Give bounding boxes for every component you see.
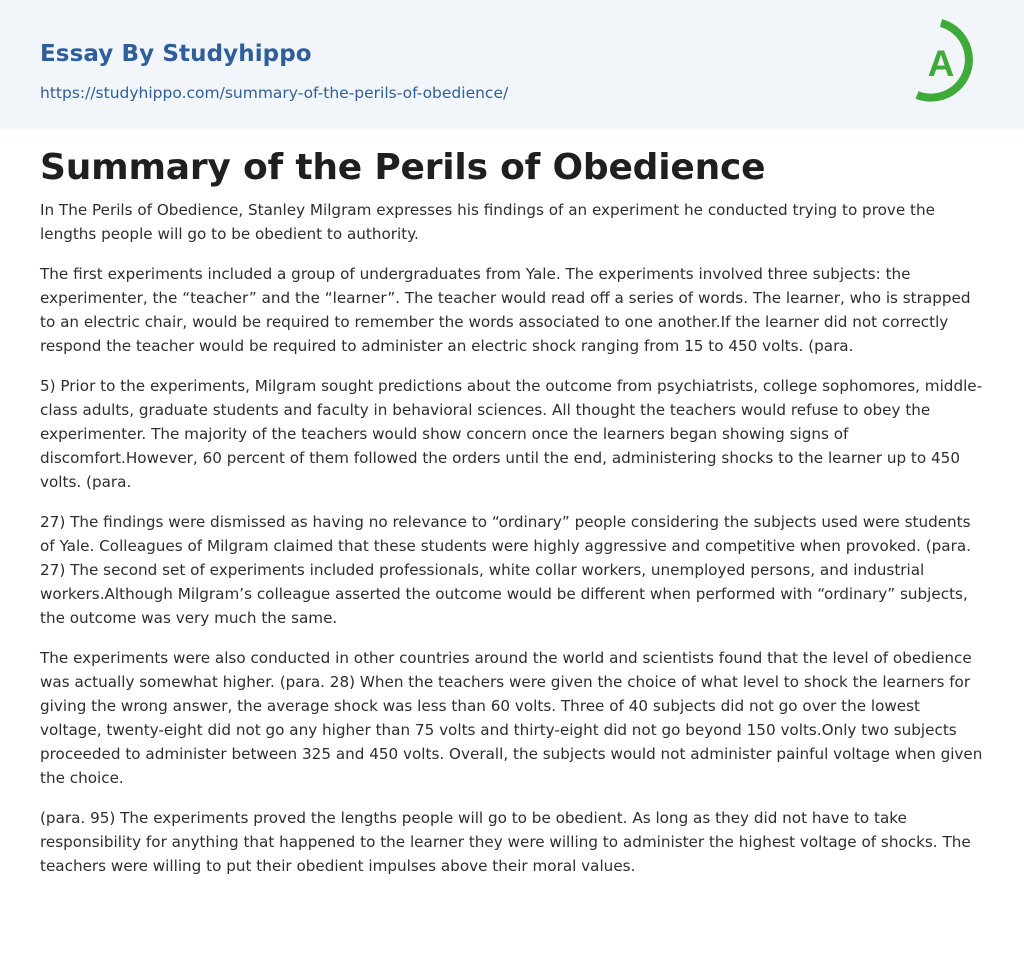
page-title: Summary of the Perils of Obedience — [40, 147, 766, 188]
article-body — [0, 129, 1024, 878]
paragraph: In The Perils of Obedience, Stanley Milgram expresses his findings of an experiment he conducted trying to prove the lengths people will go to be obedient to authority. — [40, 201, 935, 243]
page-url-link[interactable]: https://studyhippo.com/summary-of-the-perils-of-obedience/ — [40, 84, 509, 102]
logo-letter: A — [927, 43, 955, 84]
paragraph: 5) Prior to the experiments, Milgram sought predictions about the outcome from psychiatrists, college sophomores, middle-class adults, graduate students and faculty in behavioral sciences. All thought the teachers would refuse to obey the experimenter. The majority of the teachers would show concern once the learners began showing signs of discomfort.However, 60 percent of them followed the orders until the end, administering shocks to the learner up to 450 volts. (para. — [40, 377, 983, 491]
studyhippo-logo-icon[interactable] — [911, 19, 987, 105]
paragraph: The first experiments included a group of undergraduates from Yale. The experiments involved three subjects: the experimenter, the “teacher” and the “learner”. The teacher would read off a series of words. The learner, who is strapped to an electric chair, would be required to remember the words associated to one another.If the learner did not correctly respond the teacher would be required to administer an electric shock ranging from 15 to 450 volts. (para. — [40, 265, 971, 355]
paragraph: The experiments were also conducted in other countries around the world and scientists found that the level of obedience was actually somewhat higher. (para. 28) When the teachers were given the choice of what level to shock the learners for giving the wrong answer, the average shock was less than 60 volts. Three of 40 subjects did not go over the lowest voltage, twenty-eight did not go any higher than 75 volts and thirty-eight did not go beyond 150 volts.Only two subjects proceeded to administer between 325 and 450 volts. Overall, the subjects would not administer painful voltage when given the choice. — [40, 649, 983, 787]
paragraph: (para. 95) The experiments proved the lengths people will go to be obedient. As long as they did not have to take responsibility for anything that happened to the learner they were willing to administer the highest voltage of shocks. The teachers were willing to put their obedient impulses above their moral values. — [40, 809, 971, 875]
brand-title[interactable]: Essay By Studyhippo — [40, 41, 312, 67]
site-header — [0, 0, 1024, 129]
paragraph: 27) The findings were dismissed as having no relevance to “ordinary” people considering the subjects used were students of Yale. Colleagues of Milgram claimed that these students were highly aggressive and competitive when provoked. (para. 27) The second set of experiments included professionals, white collar workers, unemployed persons, and industrial workers.Although Milgram’s colleague asserted the outcome would be different when performed with “ordinary” subjects, the outcome was very much the same. — [40, 513, 971, 627]
